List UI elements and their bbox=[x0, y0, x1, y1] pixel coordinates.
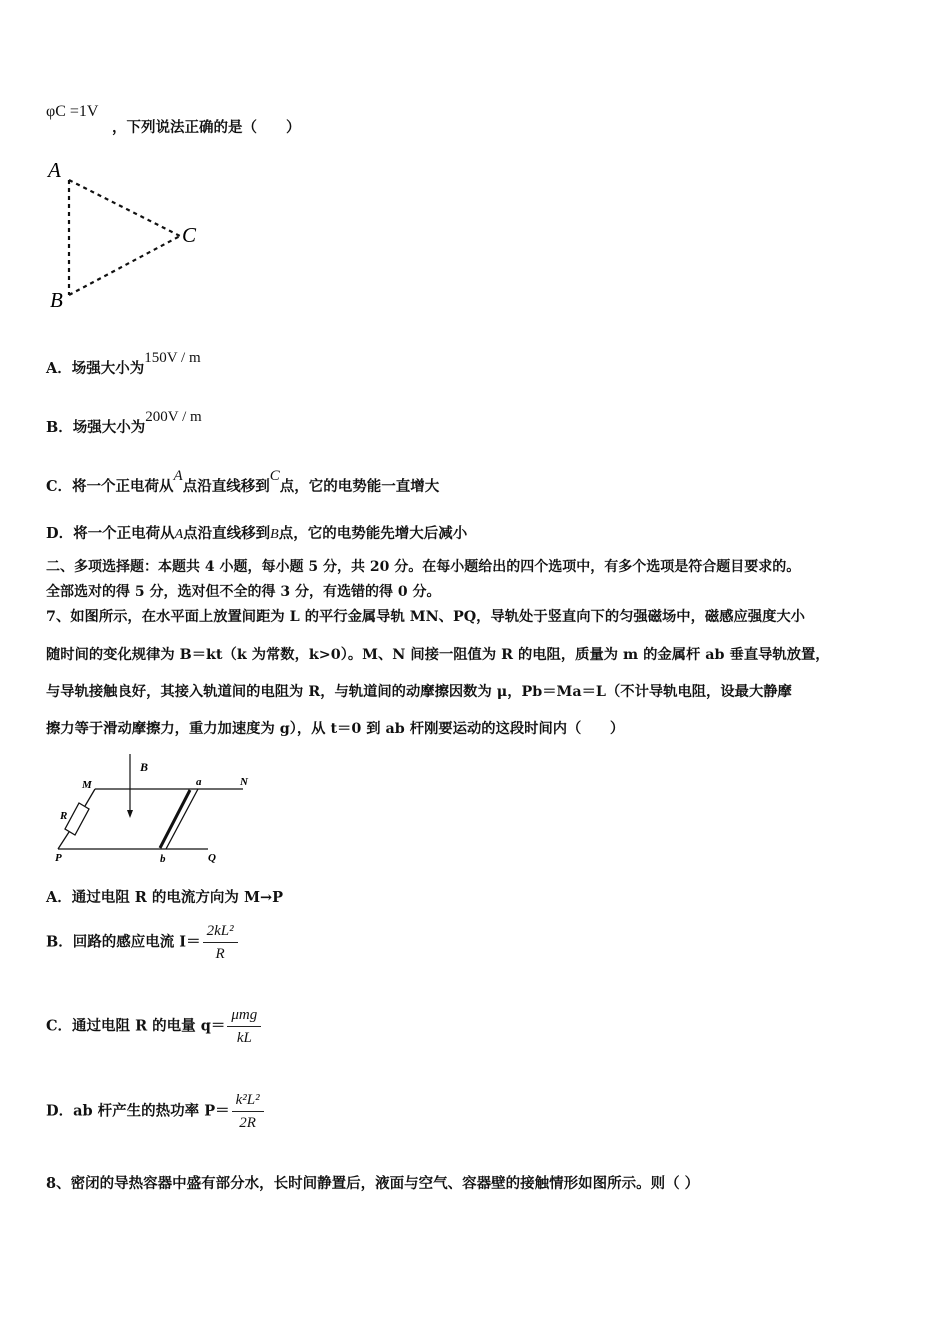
label-m: M bbox=[82, 779, 92, 791]
option-b: B．场强大小为200V / m bbox=[46, 409, 202, 436]
label-r: R bbox=[60, 810, 68, 822]
fraction-power: $\frac{\text{k²L²}}{2R}$ bbox=[232, 1090, 264, 1133]
section-heading: 二、多项选择题：本题共 4 小题，每小题 5 分，共 20 分。在每小题给出的四个选项中，有多个选项是符合题目要求的。 bbox=[46, 559, 801, 575]
option-a-value: 150V / m bbox=[144, 350, 201, 366]
label-b: b bbox=[160, 853, 166, 865]
vertex-label-c: C bbox=[182, 223, 197, 247]
label-n: N bbox=[240, 776, 248, 788]
field-arrow-head bbox=[127, 810, 133, 818]
vertex-label-a: A bbox=[48, 158, 61, 182]
label-a: a bbox=[196, 776, 202, 788]
option-c: C．将一个正电荷从A点沿直线移到C点，它的电势能一直增大 bbox=[46, 468, 440, 495]
question-7-line-3: 与导轨接触良好，其接入轨道间的电阻为 R，与轨道间的动摩擦因数为 μ，Pb＝Ma＝L（不计导轨电阻，设最大静摩 bbox=[46, 684, 792, 700]
q7-option-d: D．ab 杆产生的热功率 P＝ $\frac{\text{k²L²}}{2R}$ bbox=[46, 1090, 264, 1133]
question-7-line-1: 7、如图所示，在水平面上放置间距为 L 的平行金属导轨 MN、PQ，导轨处于竖直向下的匀强磁场中，磁感应强度大小 bbox=[46, 609, 805, 625]
label-q: Q bbox=[208, 852, 216, 864]
option-a: A．场强大小为150V / m bbox=[46, 350, 201, 377]
q7-option-c: C．通过电阻 R 的电量 q＝ $\frac{\text{μmg}}{kL}$ bbox=[46, 1005, 261, 1048]
question-7-line-2: 随时间的变化规律为 B＝kt（k 为常数，k>0）。M、N 间接一阻值为 R 的电阻，质量为 m 的金属杆 ab 垂直导轨放置， bbox=[46, 647, 830, 663]
rail-figure bbox=[50, 752, 260, 867]
fraction-current: $\frac{\text{2kL²}}{R}$ bbox=[203, 921, 238, 964]
question-7-line-4: 擦力等于滑动摩擦力，重力加速度为 g），从 t＝0 到 ab 杆刚要运动的这段时间内（ ） bbox=[46, 721, 625, 737]
potential-condition-math: φC =1V bbox=[46, 103, 99, 120]
resistor-symbol bbox=[65, 803, 89, 835]
question-8-stem: 8、密闭的导热容器中盛有部分水，长时间静置后，液面与空气、容器壁的接触情形如图所示。则（ ） bbox=[46, 1175, 700, 1192]
q7-option-b: B．回路的感应电流 I＝ $\frac{\text{2kL²}}{R}$ bbox=[46, 921, 238, 964]
section-scoring: 全部选对的得 5 分，选对但不全的得 3 分，有选错的得 0 分。 bbox=[46, 584, 441, 600]
q7-option-a: A．通过电阻 R 的电流方向为 M→P bbox=[46, 889, 284, 906]
option-d: D．将一个正电荷从A点沿直线移到B点，它的电势能先增大后减小 bbox=[46, 525, 468, 542]
option-b-value: 200V / m bbox=[145, 409, 202, 425]
label-b-field: B bbox=[140, 760, 149, 774]
triangle-figure bbox=[40, 155, 220, 315]
fraction-charge: $\frac{\text{μmg}}{kL}$ bbox=[227, 1005, 261, 1048]
potential-condition bbox=[46, 103, 98, 121]
label-p: P bbox=[55, 852, 62, 864]
vertex-label-b: B bbox=[50, 288, 63, 312]
question-6-stem: ，下列说法正确的是（ ） bbox=[112, 119, 301, 136]
